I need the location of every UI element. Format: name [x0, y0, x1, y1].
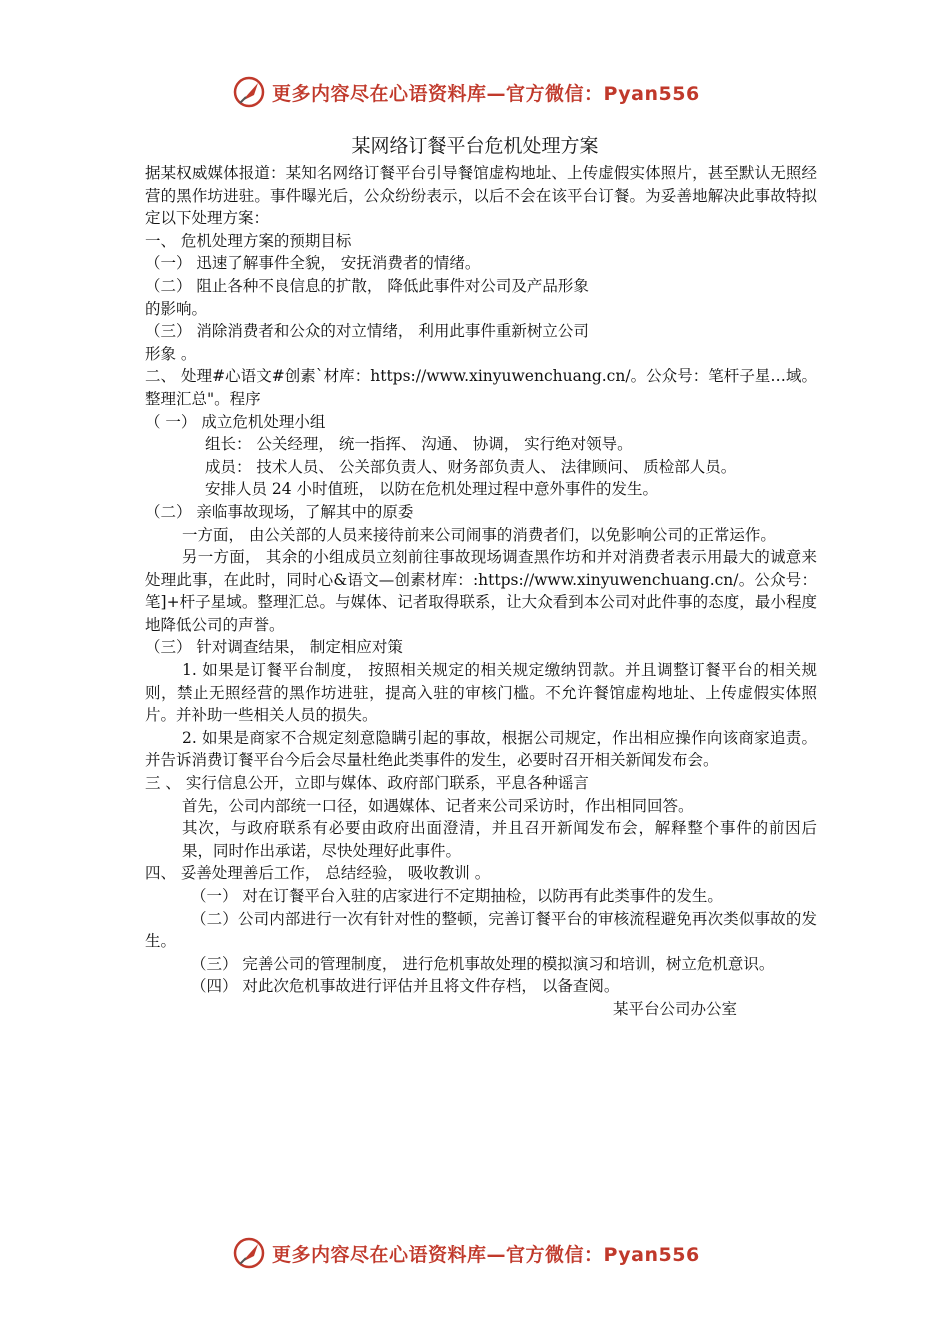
document-body — [145, 162, 817, 1021]
paragraph: 成员： 技术人员、 公关部负责人、财务部负责人、 法律顾问、 质检部人员。 — [205, 457, 737, 476]
list-item: （三） 消除消费者和公众的对立情绪， 利用此事件重新树立公司 — [145, 322, 589, 341]
quill-logo-icon — [232, 75, 266, 109]
subsection-heading: （二） 亲临事故现场，了解其中的原委 — [145, 502, 414, 521]
paragraph: 一方面， 由公关部的人员来接待前来公司闹事的消费者们，以免影响公司的正常运作。 — [182, 525, 776, 544]
list-item: （一） 迅速了解事件全貌， 安抚消费者的情绪。 — [145, 254, 481, 273]
quill-logo-icon — [232, 1236, 266, 1270]
paragraph: （四） 对此次危机事故进行评估并且将文件存档， 以备查阅。 — [191, 977, 620, 996]
section-heading-4: 四、 妥善处理善后工作， 总结经验， 吸收教训 。 — [145, 864, 491, 883]
subsection-heading: （三） 针对调查结果， 制定相应对策 — [145, 638, 403, 657]
list-item-continuation: 的影响。 — [145, 299, 208, 318]
list-item-continuation: 形象 。 — [145, 344, 197, 363]
paragraph: 安排人员 24 小时值班， 以防在危机处理过程中意外事件的发生。 — [205, 480, 659, 499]
section-heading-1: 一、 危机处理方案的预期目标 — [145, 231, 352, 250]
paragraph: 1. 如果是订餐平台制度， 按照相关规定的相关规定缴纳罚款。并且调整订餐平台的相关规则，禁止无照经营的黑作坊进驻，提高入驻的审核门槛。不允许餐馆虚构地址、上传虚假实体照片。并补助一些相关人员的损失。 — [145, 661, 817, 725]
list-item: （二） 阻止各种不良信息的扩散， 降低此事件对公司及产品形象 — [145, 276, 589, 295]
header-banner-text: 更多内容尽在心语资料库—官方微信：Pyan556 — [272, 82, 700, 105]
paragraph: （三） 完善公司的管理制度， 进行危机事故处理的模拟演习和培训，树立危机意识。 — [191, 954, 775, 973]
paragraph: （一） 对在订餐平台入驻的店家进行不定期抽检，以防再有此类事件的发生。 — [191, 887, 723, 905]
subsection-heading: （ 一） 成立危机处理小组 — [145, 412, 326, 431]
section-heading-3: 三 、 实行信息公开，立即与媒体、政府部门联系，平息各种谣言 — [145, 774, 589, 793]
document-title: 某网络订餐平台危机处理方案 — [351, 135, 599, 157]
paragraph: 组长： 公关经理， 统一指挥、 沟通、 协调， 实行绝对领导。 — [205, 435, 633, 454]
footer-banner — [232, 1235, 752, 1271]
signature: 某平台公司办公室 — [612, 999, 737, 1018]
section-heading-2: 二、 处理#心语文#创素`材库：https://www.xinyuwenchuang.cn/。公众号：笔杆子星…域。整理汇总"。程序 — [145, 367, 817, 408]
paragraph: 其次，与政府联系有必要由政府出面澄清，并且召开新闻发布会，解释整个事件的前因后果，同时作出承诺，尽快处理好此事件。 — [182, 819, 817, 860]
header-banner — [232, 74, 752, 110]
paragraph: 2. 如果是商家不合规定刻意隐瞒引起的事故，根据公司规定，作出相应操作向该商家追责。并告诉消费订餐平台今后会尽量杜绝此类事件的发生，必要时召开相关新闻发布会。 — [145, 728, 817, 770]
paragraph: 首先，公司内部统一口径，如遇媒体、记者来公司采访时，作出相同回答。 — [182, 796, 694, 815]
paragraph: （二）公司内部进行一次有针对性的整顿，完善订餐平台的审核流程避免再次类似事故的发生。 — [145, 909, 817, 951]
paragraph-intro: 据某权威媒体报道：某知名网络订餐平台引导餐馆虚构地址、上传虚假实体照片，甚至默认无照经营的黑作坊进驻。事件曝光后，公众纷纷表示，以后不会在该平台订餐。为妥善地解决此事故特拟定以下处理方案： — [145, 164, 817, 228]
paragraph: 另一方面， 其余的小组成员立刻前往事故现场调查黑作坊和并对消费者表示用最大的诚意来处理此事，在此时，同时心&语文—创素材库：:https://www.xinyuwenchuang.cn/。公众号：笔]+杆子星域。整理汇总。与媒体、记者取得联系，让大众看到本公司对此件事的态度，最小程度地降低公司的声誉。 — [145, 548, 817, 634]
footer-banner-text: 更多内容尽在心语资料库—官方微信：Pyan556 — [272, 1243, 700, 1266]
